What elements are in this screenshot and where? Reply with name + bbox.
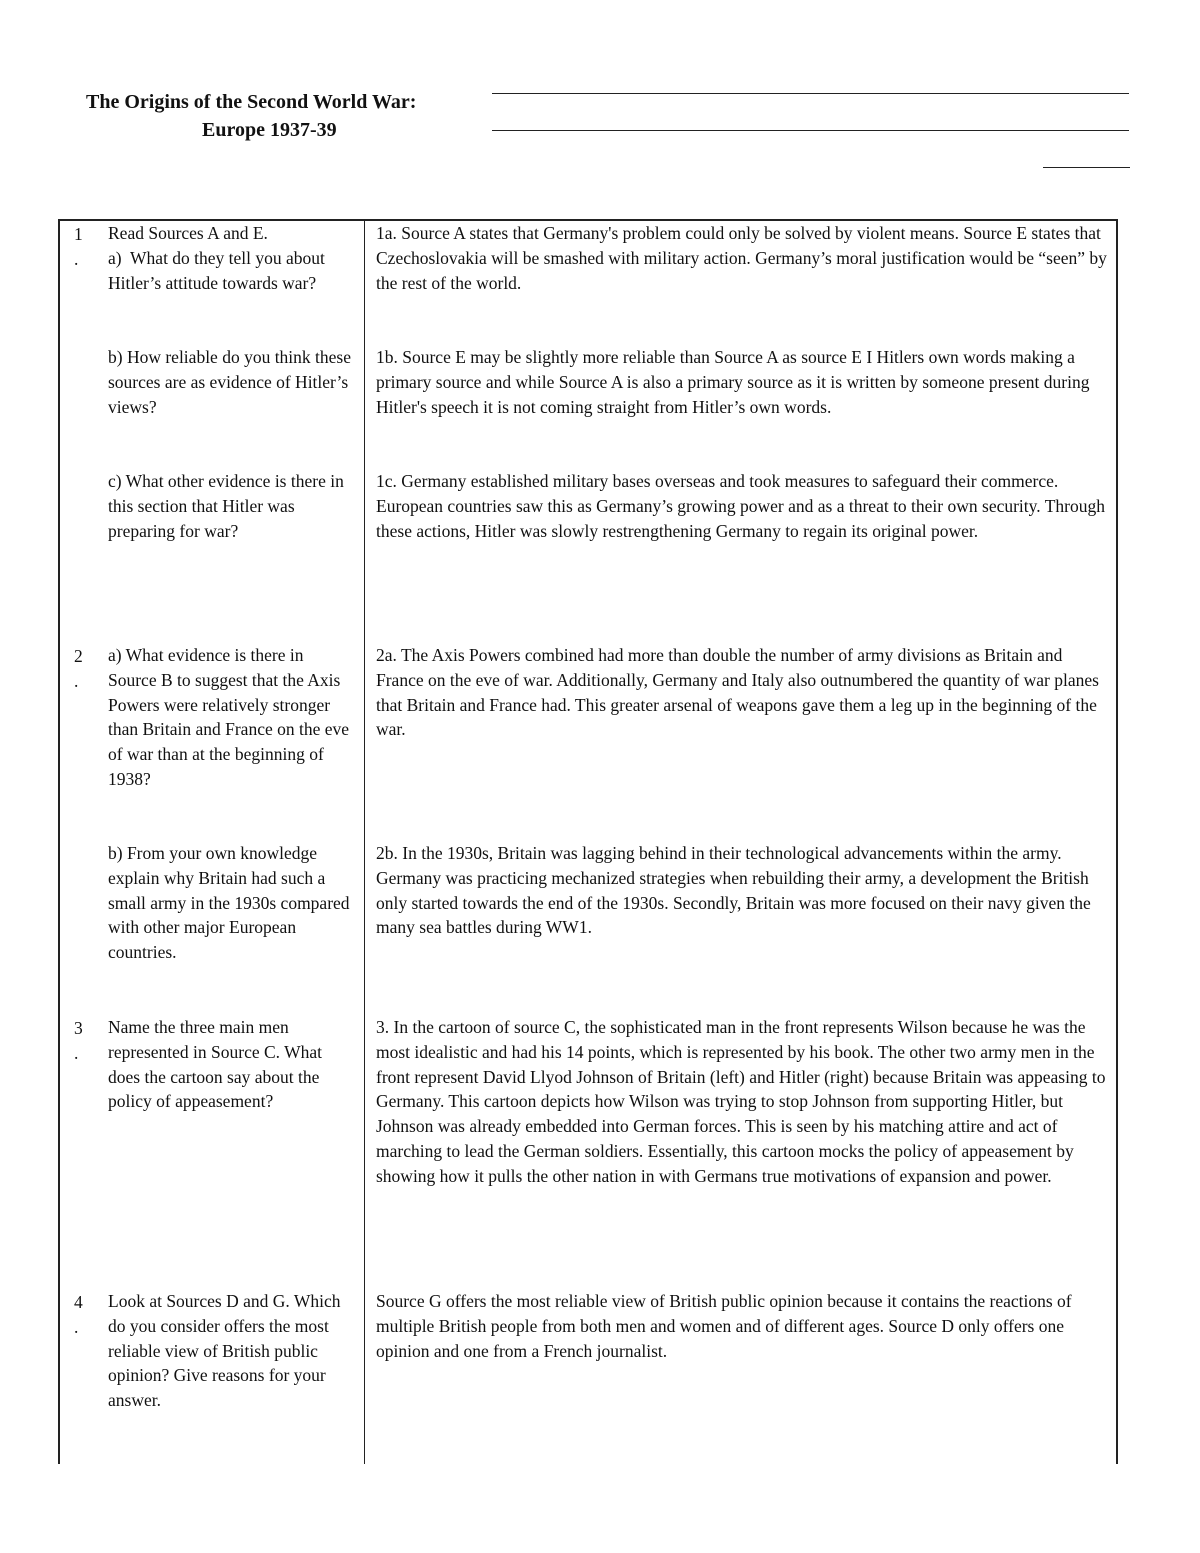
question-1a-text: a) What do they tell you about Hitler’s attitude towards war? <box>108 247 325 293</box>
class-blank-line <box>492 130 1129 131</box>
title-line-2: Europe 1937-39 <box>202 119 337 141</box>
question-2a: a) What evidence is there in Source B to suggest that the Axis Powers were relatively stronger than Britain and France on the eve of war than at the beginning of 1938? <box>108 645 350 789</box>
question-1b: b) How reliable do you think these sources are as evidence of Hitler’s views? <box>108 347 352 417</box>
question-1c: c) What other evidence is there in this section that Hitler was preparing for war? <box>108 471 344 541</box>
question-4: Look at Sources D and G. Which do you consider offers the most reliable view of British public opinion? Give reasons for your answer. <box>108 1291 341 1411</box>
answer-1c: 1c. Germany established military bases overseas and took measures to safeguard their commerce. European countries saw this as Germany’s growing power and as a threat to their own security. Through these actions, Hitler was slowly restrengthening Germany to regain its original power. <box>376 471 1105 541</box>
answer-1a: 1a. Source A states that Germany's problem could only be solved by violent means. Source E states that Czechoslovakia will be smashed with military action. Germany’s moral justification would be “seen” by the rest of the world. <box>376 223 1107 293</box>
title-line-1: The Origins of the Second World War: <box>86 91 417 113</box>
answer-2a: 2a. The Axis Powers combined had more than double the number of army divisions as Britain and France on the eve of war. Additionally, Germany and Italy also outnumbered the quantity of war planes that Britain and France had. This greater arsenal of weapons gave them a leg up in the beginning of the war. <box>376 645 1099 740</box>
question-number: 3 . <box>74 1018 83 1063</box>
name-blank-line <box>492 93 1129 94</box>
question-number: 4 . <box>74 1292 83 1337</box>
question-3: Name the three main men represented in Source C. What does the cartoon say about the policy of appeasement? <box>108 1017 322 1112</box>
page-title <box>86 88 486 144</box>
question-2b: b) From your own knowledge explain why Britain had such a small army in the 1930s compared with other major European countries. <box>108 843 350 963</box>
question-number: 1 . <box>74 224 83 269</box>
question-number: 2 . <box>74 646 83 691</box>
answer-1b: 1b. Source E may be slightly more reliable than Source A as source E I Hitlers own words making a primary source and while Source A is also a primary source as it is written by someone present during Hitler's speech it is not coming straight from Hitler’s own words. <box>376 347 1090 417</box>
answer-2b: 2b. In the 1930s, Britain was lagging behind in their technological advancements within the army. Germany was practicing mechanized strategies when rebuilding their army, a development the British only started towards the end of the 1930s. Secondly, Britain was more focused on their navy given the many sea battles during WW1. <box>376 843 1091 938</box>
column-divider <box>364 219 365 1464</box>
answer-3: 3. In the cartoon of source C, the sophisticated man in the front represents Wilson because he was the most idealistic and had his 14 points, which is represented by his book. The other two army men in the front represent David Llyod Johnson of Britain (left) and Hitler (right) because Britain was appeasing to Germany. This cartoon depicts how Wilson was trying to stop Johnson from supporting Hitler, but Johnson was already embedded into German forces. This is seen by his matching attire and act of marching to lead the German soldiers. Essentially, this cartoon mocks the policy of appeasement by showing how it pulls the other nation in with Germans true motivations of expansion and power. <box>376 1017 1106 1186</box>
question-1a <box>108 221 352 295</box>
question-1-intro: Read Sources A and E. <box>108 223 268 243</box>
date-blank-line <box>1043 167 1130 168</box>
answer-4: Source G offers the most reliable view of British public opinion because it contains the reactions of multiple British people from both men and women and of different ages. Source D only offers one opinion and one from a French journalist. <box>376 1291 1072 1361</box>
